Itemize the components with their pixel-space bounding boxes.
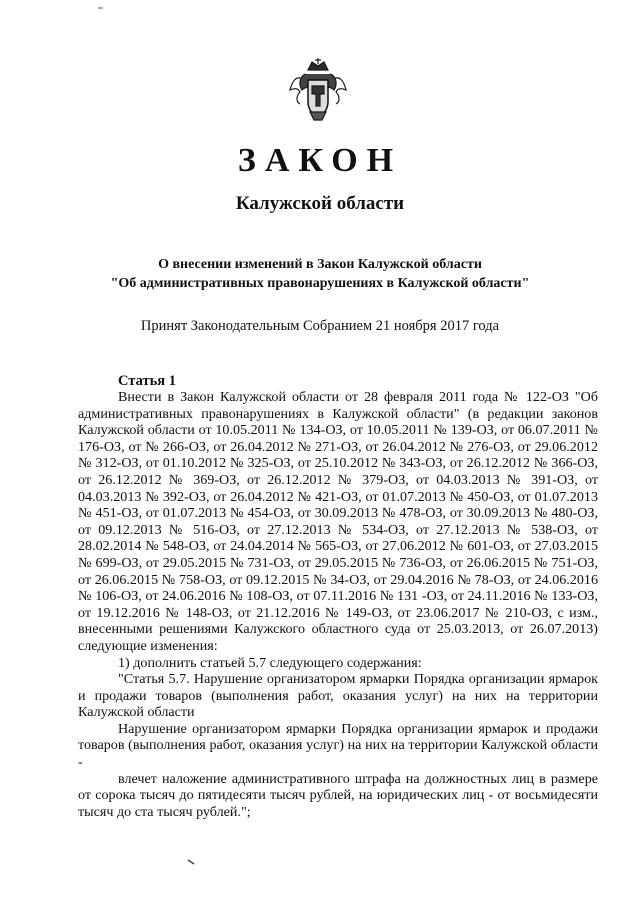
law-subject-line-2: "Об административных правонарушениях в Калужской области" [110, 276, 530, 291]
law-subject-line-1: О внесении изменений в Закон Калужской области [158, 257, 482, 272]
law-subject [0, 255, 640, 293]
quoted-article-penalty: влечет наложение административного штрафа на должностных лиц в размере от сорока тысяч до пятидесяти тысяч рублей, на юридических лиц - от восьмидесяти тысяч до ста тысяч рублей."; [78, 770, 598, 820]
region-name: Калужской области [235, 193, 405, 214]
article-heading: Статья 1 [118, 373, 176, 389]
law-title: ЗАКОН [237, 142, 403, 179]
coat-of-arms-emblem [286, 56, 350, 124]
quoted-article-body: Нарушение организатором ярмарки Порядка организации ярмарок и продажи товаров (выполнения работ, оказания услуг) на них на территории Калужской области - [78, 720, 598, 771]
article-intro-paragraph: Внести в Закон Калужской области от 28 февраля 2011 года № 122-ОЗ "Об административных правонарушениях в Калужской области" (в редакции законов Калужской области от 10.05.2011 № 134-ОЗ, от 10.05.2011 № 139-ОЗ, от 06.07.2011 № 176-ОЗ, от № 266-ОЗ, от 26.04.2012 № 271-ОЗ, от 26.04.2012 № 276-ОЗ, от 29.06.2012 № 312-ОЗ, от 01.10.2012 № 325-ОЗ, от 25.10.2012 № 343-ОЗ, от 26.12.2012 № 366-ОЗ, от 26.12.2012 № 369-ОЗ, от 26.12.2012 № 379-ОЗ, от 04.03.2013 № 391-ОЗ, от 04.03.2013 № 392-ОЗ, от 26.04.2012 № 421-ОЗ, от 01.07.2013 № 450-ОЗ, от 01.07.2013 № 451-ОЗ, от 01.07.2013 № 454-ОЗ, от 30.09.2013 № 478-ОЗ, от 30.09.2013 № 480-ОЗ, от 09.12.2013 № 516-ОЗ, от 27.12.2013 № 534-ОЗ, от 27.12.2013 № 538-ОЗ, от 28.02.2014 № 548-ОЗ, от 24.04.2014 № 565-ОЗ, от 27.06.2012 № 601-ОЗ, от 27.03.2015 № 699-ОЗ, от 29.05.2015 № 731-ОЗ, от 29.05.2015 № 736-ОЗ, от 26.06.2015 № 751-ОЗ, от 26.06.2015 № 758-ОЗ, от 09.12.2015 № 34-ОЗ, от 29.04.2016 № 78-ОЗ, от 24.06.2016 № 106-ОЗ, от 24.06.2016 № 108-ОЗ, от 07.11.2016 № 131 -ОЗ, от 24.11.2016 № 133-ОЗ, от 19.12.2016 № 148-ОЗ, от 21.12.2016 № 149-ОЗ, от 23.06.2017 № 210-ОЗ, с изм., внесенными решениями Калужского областного суда от 25.03.2013, от 26.07.2013) следующие изменения: [78, 389, 598, 654]
item-1-paragraph: 1) дополнить статьей 5.7 следующего содержания: [118, 654, 422, 671]
article-body [78, 389, 598, 820]
quoted-article-title: "Статья 5.7. Нарушение организатором ярмарки Порядка организации ярмарок и продажи товаров (выполнения работ, оказания услуг) на них на территории Калужской области [78, 671, 598, 721]
adoption-date: Принят Законодательным Собранием 21 ноября 2017 года [140, 318, 500, 334]
